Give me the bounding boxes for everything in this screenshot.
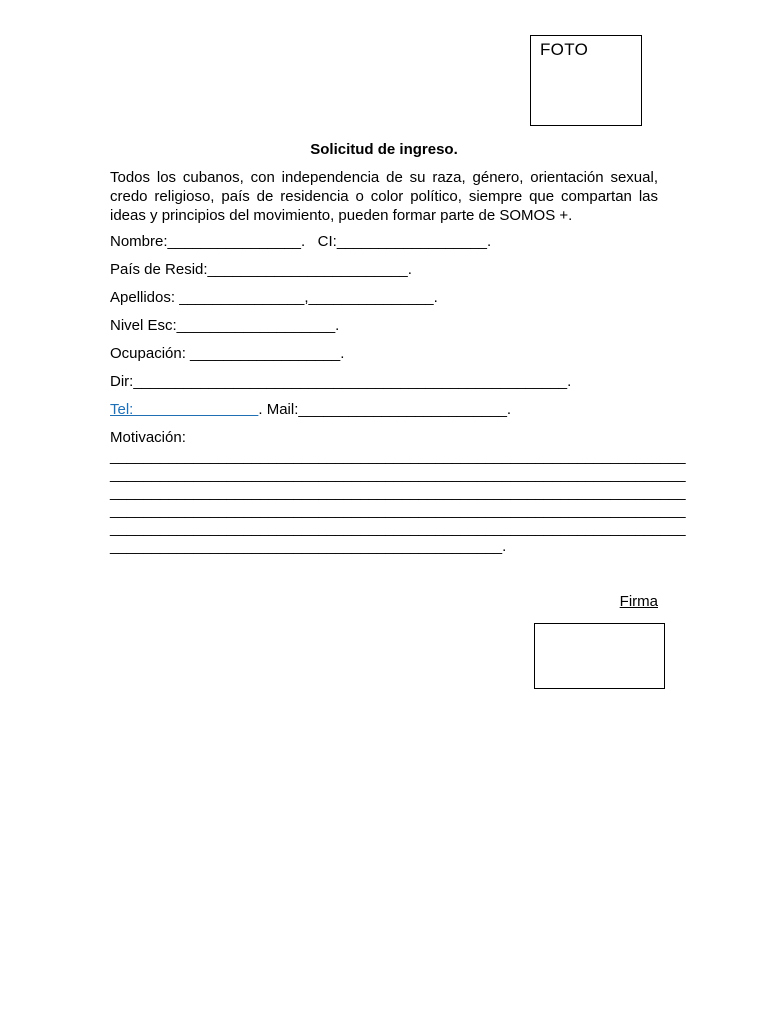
photo-label: FOTO xyxy=(540,40,589,59)
motivation-line[interactable]: _____________________________________________________________________ xyxy=(110,520,686,537)
signature-box[interactable] xyxy=(534,623,665,689)
field-dir[interactable]: Dir:____________________________________________________. xyxy=(110,373,572,390)
field-pais-resid[interactable]: País de Resid:________________________. xyxy=(110,261,412,278)
motivation-line[interactable]: _____________________________________________________________________ xyxy=(110,448,686,465)
field-mail[interactable]: . Mail:_________________________. xyxy=(258,401,512,418)
tel-link[interactable]: Tel: xyxy=(110,401,259,418)
field-nivel-esc[interactable]: Nivel Esc:___________________. xyxy=(110,317,340,334)
field-motivacion-label: Motivación: xyxy=(110,429,186,446)
field-apellidos[interactable]: Apellidos: _______________,_______________. xyxy=(110,289,438,306)
motivation-line[interactable]: _____________________________________________________________________ xyxy=(110,484,686,501)
field-nombre-ci[interactable]: Nombre:________________. CI:__________________. xyxy=(110,233,492,250)
form-title: Solicitud de ingreso. xyxy=(310,141,458,158)
photo-box xyxy=(530,35,642,126)
motivation-line[interactable]: _____________________________________________________________________ xyxy=(110,502,686,519)
motivation-line[interactable]: _____________________________________________________________________ xyxy=(110,466,686,483)
field-ocupacion[interactable]: Ocupación: __________________. xyxy=(110,345,345,362)
intro-paragraph: Todos los cubanos, con independencia de su raza, género, orientación sexual, credo religioso, país de residencia o color político, siempre que compartan las ideas y principios del movimiento, pueden formar parte de SOMOS +. xyxy=(110,169,658,224)
signature-label: Firma xyxy=(619,593,658,610)
motivation-line[interactable]: _______________________________________________. xyxy=(110,538,507,555)
field-tel-mail xyxy=(110,401,511,418)
